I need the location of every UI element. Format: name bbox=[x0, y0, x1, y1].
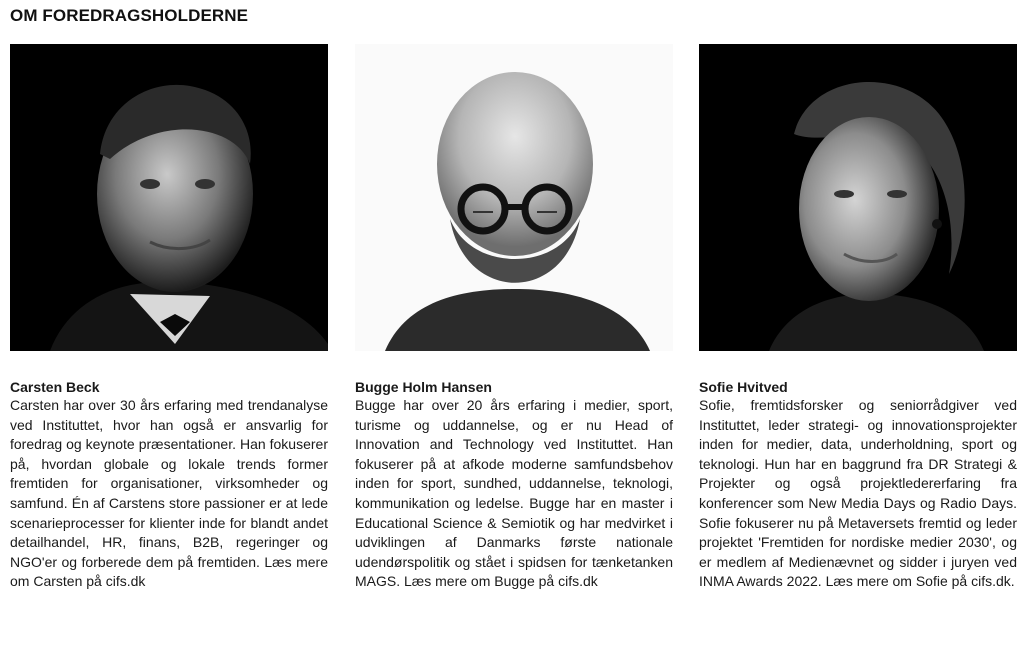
speaker-card-sofie-hvitved bbox=[699, 44, 1017, 592]
speaker-card-carsten-beck bbox=[10, 44, 328, 592]
speaker-portrait-carsten-beck bbox=[10, 44, 328, 351]
speaker-name: Sofie Hvitved bbox=[699, 379, 788, 395]
portrait-illustration bbox=[10, 44, 328, 351]
speaker-name: Bugge Holm Hansen bbox=[355, 379, 492, 395]
speaker-card-bugge-holm-hansen bbox=[355, 44, 673, 592]
speaker-portrait-sofie-hvitved bbox=[699, 44, 1017, 351]
section-heading: OM FOREDRAGSHOLDERNE bbox=[10, 6, 249, 25]
portrait-illustration bbox=[355, 44, 673, 351]
speaker-bio: Sofie, fremtidsforsker og seniorrådgiver ved Instituttet, leder strategi- og innovationsprojekter inden for medier, data, underholdning, sport og teknologi. Hun har en baggrund fra DR Strategi & Projekter og også projektledererfaring fra konferencer som New Media Days og Radio Days. Sofie fokuserer nu på Metaversets fremtid og leder projektet 'Fremtiden for nordiske medier 2030', og er medlem af Medienævnet og sidder i juryen ved INMA Awards 2022. Læs mere om Sofie på cifs.dk. bbox=[699, 397, 1017, 590]
speaker-portrait-bugge-holm-hansen bbox=[355, 44, 673, 351]
speaker-name: Carsten Beck bbox=[10, 379, 100, 395]
portrait-illustration bbox=[699, 44, 1017, 351]
speaker-bio: Carsten har over 30 års erfaring med trendanalyse ved Instituttet, hvor han også er ansvarlig for foredrag og keynote præsentationer. Han fokuserer på, hvordan globale og lokale trends former fremtiden for organisationer, virksomheder og samfund. Én af Carstens store passioner er at lede scenarieprocesser for klienter inde for blandt andet detailhandel, HR, finans, B2B, regeringer og NGO'er og forberede dem på fremtiden. Læs mere om Carsten på cifs.dk bbox=[10, 397, 328, 590]
speaker-bio: Bugge har over 20 års erfaring i medier, sport, turisme og uddannelse, og er nu Head of Innovation and Technology ved Instituttet. Han fokuserer på at afkode moderne samfundsbehov inden for sport, sundhed, uddannelse, teknologi, kommunikation og ledelse. Bugge har en master i Educational Science & Semiotik og har medvirket i udviklingen af Danmarks første nationale udendørspolitik og stået i spidsen for tænketanken MAGS. Læs mere om Bugge på cifs.dk bbox=[355, 397, 673, 590]
